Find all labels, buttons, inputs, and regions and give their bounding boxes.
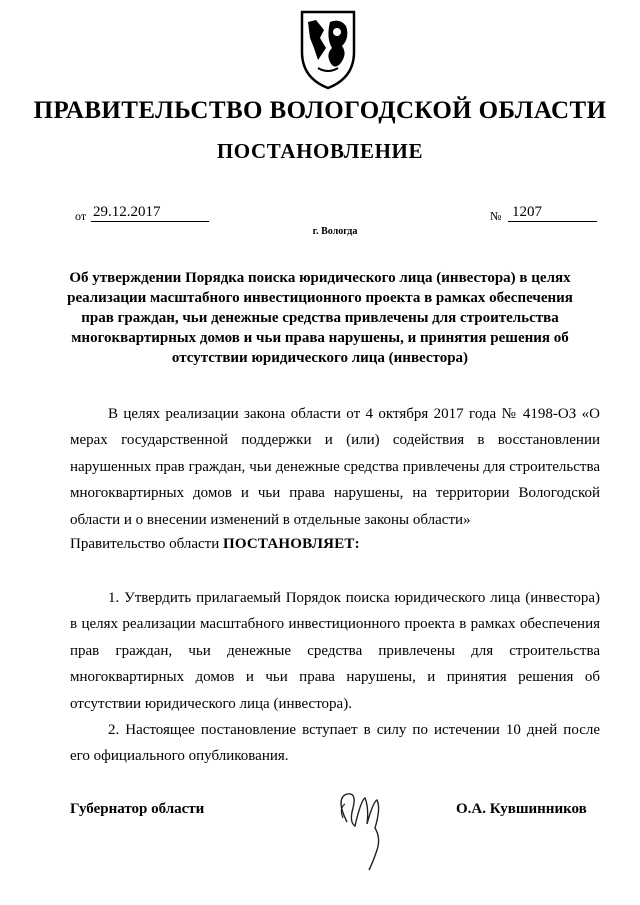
document-type: ПОСТАНОВЛЕНИЕ — [216, 139, 424, 163]
signatory-name: О.А. Кувшинников — [456, 801, 587, 817]
decree-line — [70, 531, 360, 557]
organization-title: ПРАВИТЕЛЬСТВО ВОЛОГОДСКОЙ ОБЛАСТИ — [33, 97, 607, 124]
coat-of-arms-icon — [296, 8, 360, 92]
preamble-paragraph — [70, 401, 600, 533]
city: г. Вологда — [312, 226, 358, 237]
item-1-paragraph — [70, 585, 600, 717]
preamble-text: В целях реализации закона области от 4 октября 2017 года № 4198-ОЗ «О мерах государственной поддержки и (или) содействия в восстановлении нарушенных прав граждан, чьи денежные средства привлечены для строительства многоквартирных домов и чьи права нарушены, на территории Вологодской области и о внесении изменений в отдельные законы области» — [70, 406, 600, 528]
document-subject: Об утверждении Порядка поиска юридического лица (инвестора) в целях реализации масштабного инвестиционного проекта в рамках обеспечения прав граждан, чьи денежные средства привлечены для строительства многоквартирных домов и чьи права нарушены, и принятия решения об отсутствии юридического лица (инвестора) — [67, 270, 573, 366]
item-2-paragraph — [70, 717, 600, 770]
number-prefix: № — [490, 209, 502, 223]
document-date: 29.12.2017 — [91, 203, 209, 222]
handwritten-signature — [325, 778, 395, 876]
signatory-position: Губернатор области — [70, 801, 205, 817]
decree-word: ПОСТАНОВЛЯЕТ: — [222, 536, 360, 552]
decree-intro: Правительство области — [70, 536, 220, 552]
date-prefix: от — [75, 209, 87, 223]
item-1-text: 1. Утвердить прилагаемый Порядок поиска юридического лица (инвестора) в целях реализации масштабного инвестиционного проекта в рамках обеспечения прав граждан, чьи денежные средства привлечены для строительства многоквартирных домов и чьи права нарушены, и принятия решения об отсутствии юридического лица (инвестора). — [70, 590, 600, 712]
document-number: 1207 — [508, 203, 597, 222]
item-2-text: 2. Настоящее постановление вступает в силу по истечении 10 дней после его официального опубликования. — [70, 722, 600, 765]
